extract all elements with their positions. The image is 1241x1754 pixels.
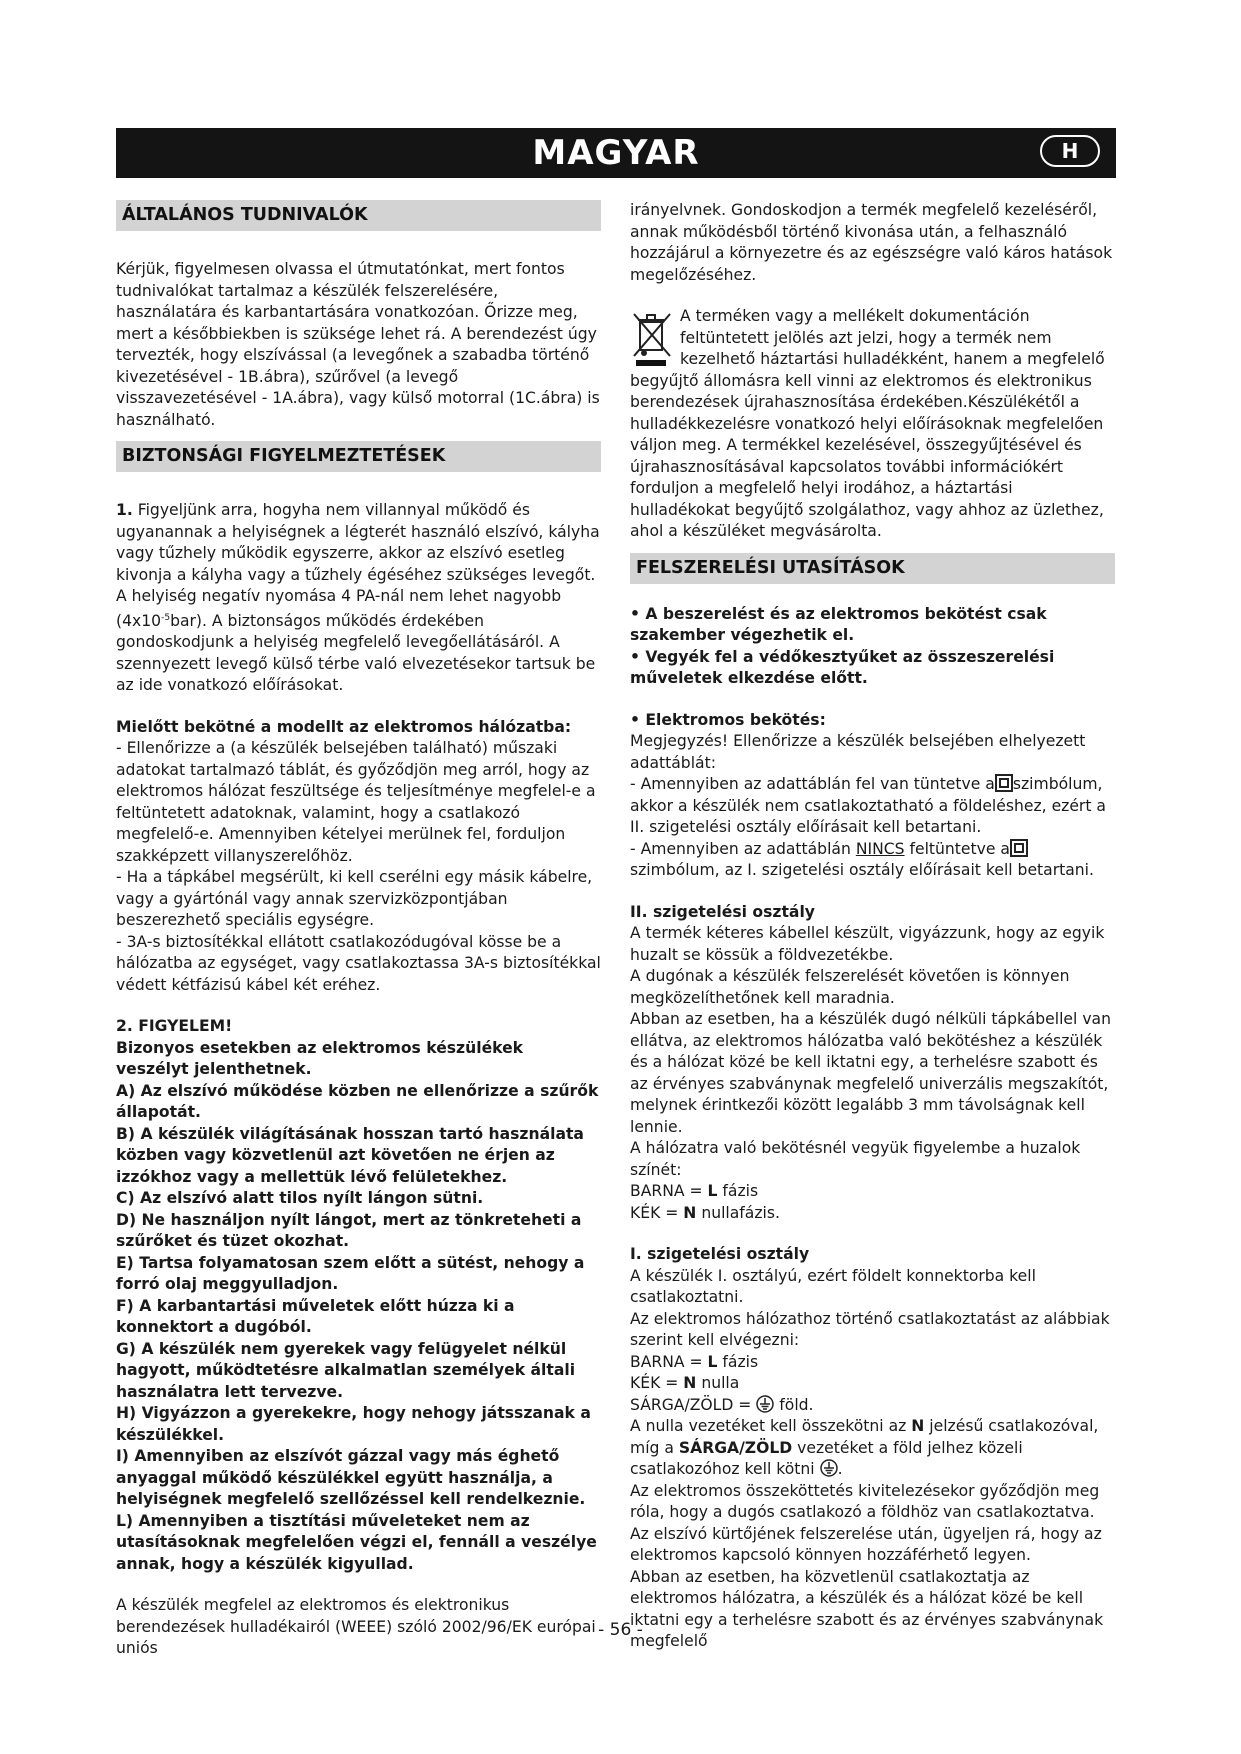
double-insulation-icon: [995, 774, 1013, 792]
class2-text-4: A hálózatra való bekötésnél vegyük figyelembe a huzalok színét:: [630, 1139, 1081, 1179]
language-banner: [116, 128, 1116, 178]
double-insulation-icon: [1010, 839, 1028, 857]
class1-yellow-green: SÁRGA/ZÖLD = föld.: [630, 1395, 814, 1414]
warning-i: I) Amennyiben az elszívót gázzal vagy más éghető anyaggal működő készülékkel együtt használja, a helyiségnek megfelelő szellőzéssel kell rendelkeznie.: [116, 1447, 586, 1509]
install-bullet-1: • A beszerelést és az elektromos bekötést csak szakember végezhetik el.: [630, 604, 1047, 644]
before-connect-heading: Mielőtt bekötné a modellt az elektromos hálózatba:: [116, 717, 572, 736]
warning-b: B) A készülék világításának hosszan tartó használata közben vagy közvetlenül azt követően ne érjen az izzókhoz vagy a mellettük lévő felületekhez.: [116, 1124, 584, 1186]
warning-e: E) Tartsa folyamatosan szem előtt a sütést, nehogy a forró olaj meggyulladjon.: [116, 1253, 585, 1294]
page-number: - 56 -: [598, 1620, 643, 1640]
before-connect-1: - Ellenőrizze a (a készülék belsejében található) műszaki adatokat tartalmazó táblát, és győződjön meg arról, hogy az elektromos hálózat feszültsége és teljesítménye megfelel-e a feltüntetett adatoknak, valamint, hogy a csatlakozó megfelelő-e. Amennyiben kételyei merülnek fel, forduljon szakképzett villanyszerelőhöz.: [116, 739, 596, 865]
class1-text-4: Az elektromos összeköttetés kivitelezésekor győződjön meg róla, hogy a dugós csatlakozó a földhöz van csatlakoztatva.: [630, 1481, 1100, 1521]
electrical-note: Megjegyzés! Ellenőrizze a készülék belsejében elhelyezett adattáblát:: [630, 732, 1086, 772]
warning-h: H) Vigyázzon a gyerekekre, hogy nehogy játsszanak a készülékkel.: [116, 1404, 591, 1444]
class1-text-1: A készülék I. osztályú, ezért földelt konnektorba kell csatlakoztatni.: [630, 1266, 1036, 1306]
install-bullet-2: • Vegyék fel a védőkesztyűket az összeszerelési műveletek elkezdése előtt.: [630, 647, 1055, 687]
general-info-heading: ÁLTALÁNOS TUDNIVALÓK: [116, 200, 601, 231]
class1-text-2: Az elektromos hálózathoz történő csatlakoztatást az alábbiak szerint kell elvégezni:: [630, 1309, 1110, 1349]
language-title: MAGYAR: [532, 133, 700, 173]
warning-a: A) Az elszívó működése közben ne ellenőrizze a szűrők állapotát.: [116, 1081, 599, 1122]
class1-blue: KÉK = N nulla: [630, 1374, 740, 1392]
crossed-bin-icon: [630, 308, 674, 368]
language-badge: H: [1040, 135, 1100, 167]
right-column: [630, 200, 1115, 1653]
class2-text-1: A termék kéteres kábellel készült, vigyázzunk, hogy az egyik huzalt se kössük a földvezetékbe.: [630, 924, 1105, 964]
general-info-text: Kérjük, figyelmesen olvassa el útmutatónkat, mert fontos tudnivalókat tartalmaz a készülék felszerelésére, használatára és karbantartására vonatkozóan. Őrizze meg, mert a későbbiekben is szüksége lehet rá. A berendezést úgy tervezték, hogy elszívással (a levegőnek a szabadba történő kivezetésével - 1B.ábra), szűrővel (a levegő visszavezetésével - 1A.ábra), vagy külső motorral (1C.ábra) is használható.: [116, 260, 600, 429]
class2-text-2: A dugónak a készülék felszerelését követően is könnyen megközelíthetőnek kell maradnia.: [630, 967, 1070, 1007]
warning-g: G) A készülék nem gyerekek vagy felügyelet nélkül hagyott, működtetésre alkalmatlan személyek általi használatra lett tervezve.: [116, 1339, 576, 1401]
electrical-heading: • Elektromos bekötés:: [630, 710, 826, 729]
weee-text-cont: irányelvnek. Gondoskodjon a termék megfelelő kezeléséről, annak működésből történő kivonása után, a felhasználó hozzájárul a környezetre és az egészségre való káros hatások megelőzéséhez.: [630, 201, 1113, 284]
class1-brown: BARNA = L fázis: [630, 1352, 759, 1371]
ground-icon: [756, 1395, 774, 1413]
class2-brown: BARNA = L fázis: [630, 1182, 759, 1200]
warning-f: F) A karbantartási műveletek előtt húzza ki a konnektort a dugóból.: [116, 1296, 515, 1337]
electrical-rule-1: - Amennyiben az adattáblán fel van tüntetve a szimbólum, akkor a készülék nem csatlakoztatható a földeléshez, ezért a II. szigetelési osztály előírásait kell betartani.: [630, 775, 1106, 836]
class1-text-6: Abban az esetben, ha közvetlenül csatlakoztatja az elektromos hálózatra, a készülék és a hálózat közé be kell iktatni egy a terhelésre szabott és az érvényes szabványnak megfelelő: [630, 1567, 1104, 1650]
install-heading: FELSZERELÉSI UTASÍTÁSOK: [630, 553, 1115, 584]
left-column: [116, 200, 601, 1660]
class1-heading: I. szigetelési osztály: [630, 1245, 810, 1263]
class1-text-5: Az elszívó kürtőjének felszerelése után, ügyeljen rá, hogy az elektromos kapcsoló könnyen hozzáférhető legyen.: [630, 1524, 1102, 1564]
class2-heading: II. szigetelési osztály: [630, 902, 815, 921]
ground-icon: [820, 1459, 838, 1477]
before-connect-2: - Ha a tápkábel megsérült, ki kell cserélni egy másik kábelre, vagy a gyártónál vagy annak szervizközpontjában beszerezhető speciális egységre.: [116, 868, 593, 930]
safety-heading: BIZTONSÁGI FIGYELMEZTETÉSEK: [116, 441, 601, 472]
class1-text-3: A nulla vezetéket kell összekötni az N jelzésű csatlakozóval, míg a SÁRGA/ZÖLD vezetéket a föld jelhez közeli csatlakozóhoz kell kötni .: [630, 1417, 1099, 1478]
warning-d: D) Ne használjon nyílt lángot, mert az tönkreteheti a szűrőket és tüzet okozhat.: [116, 1210, 582, 1251]
warning-l: L) Amennyiben a tisztítási műveleteket nem az utasításoknak megfelelően végzi el, fennáll a veszélye annak, hogy a készülék kigyullad.: [116, 1511, 597, 1573]
warning-c: C) Az elszívó alatt tilos nyílt lángon sütni.: [116, 1189, 484, 1208]
safety-item-1: 1. Figyeljünk arra, hogyha nem villannyal működő és ugyanannak a helyiségnek a légterét használó elszívó, kályha vagy tűzhely működik egyszerre, akkor az elszívó esetleg kivonja a kályha vagy a tűzhely égéséhez szükséges levegőt. A helyiség negatív nyomása 4 PA-nál nem lehet nagyobb $(4x10^{-5}bar)$. A biztonságos működés érdekében gondoskodjunk a helyiség megfelelő levegőellátásáról. A szennyezett levegő külső térbe való elvezetésekor tartsuk be az ide vonatkozó előírásokat.: [116, 501, 600, 695]
class2-text-3: Abban az esetben, ha a készülék dugó nélküli tápkábellel van ellátva, az elektromos hálózatba való bekötéshez a készülék és a hálózat közé be kell iktatni egy, a terhelésre szabott és az érvényes szabványnak megfelelő univerzális megszakítót, melynek érintkezői között legalább 3 mm távolságnak kell lennie.: [630, 1010, 1111, 1136]
warning-title: 2. FIGYELEM!: [116, 1017, 233, 1036]
before-connect-3: - 3A-s biztosítékkal ellátott csatlakozódugóval kösse be a hálózatba az egységet, vagy csatlakoztassa 3A-s biztosítékkal védett kétfázisú kábel két eréhez.: [116, 932, 601, 994]
electrical-rule-2: - Amennyiben az adattáblán NINCS feltüntetve aszimbólum, az I. szigetelési osztály előírásait kell betartani.: [630, 839, 1094, 879]
weee-symbol-text: A terméken vagy a mellékelt dokumentáción feltüntetett jelölés azt jelzi, hogy a termék nem kezelhető háztartási hulladékként, hanem a megfelelő begyűjtő állomásra kell vinni az elektromos és elektronikus berendezések újrahasznosítása érdekében.Készülékétől a hulladékkezelésre vonatkozó helyi előírásoknak megfelelően váljon meg. A termékkel kezelésével, összegyűjtésével és újrahasznosításával kapcsolatos további információkért forduljon a megfelelő helyi irodához, a háztartási hulladékokat begyűjtő szolgálathoz, vagy ahhoz az üzlethez, ahol a készüléket megvásárolta.: [630, 307, 1105, 540]
weee-text-start: A készülék megfelel az elektromos és elektronikus berendezések hulladékairól (WEEE) szóló 2002/96/EK európai uniós: [116, 1596, 596, 1658]
weee-symbol-block: [630, 306, 1115, 543]
class2-blue: KÉK = N nullafázis.: [630, 1203, 780, 1222]
warning-intro: Bizonyos esetekben az elektromos készülékek veszélyt jelenthetnek.: [116, 1038, 524, 1079]
